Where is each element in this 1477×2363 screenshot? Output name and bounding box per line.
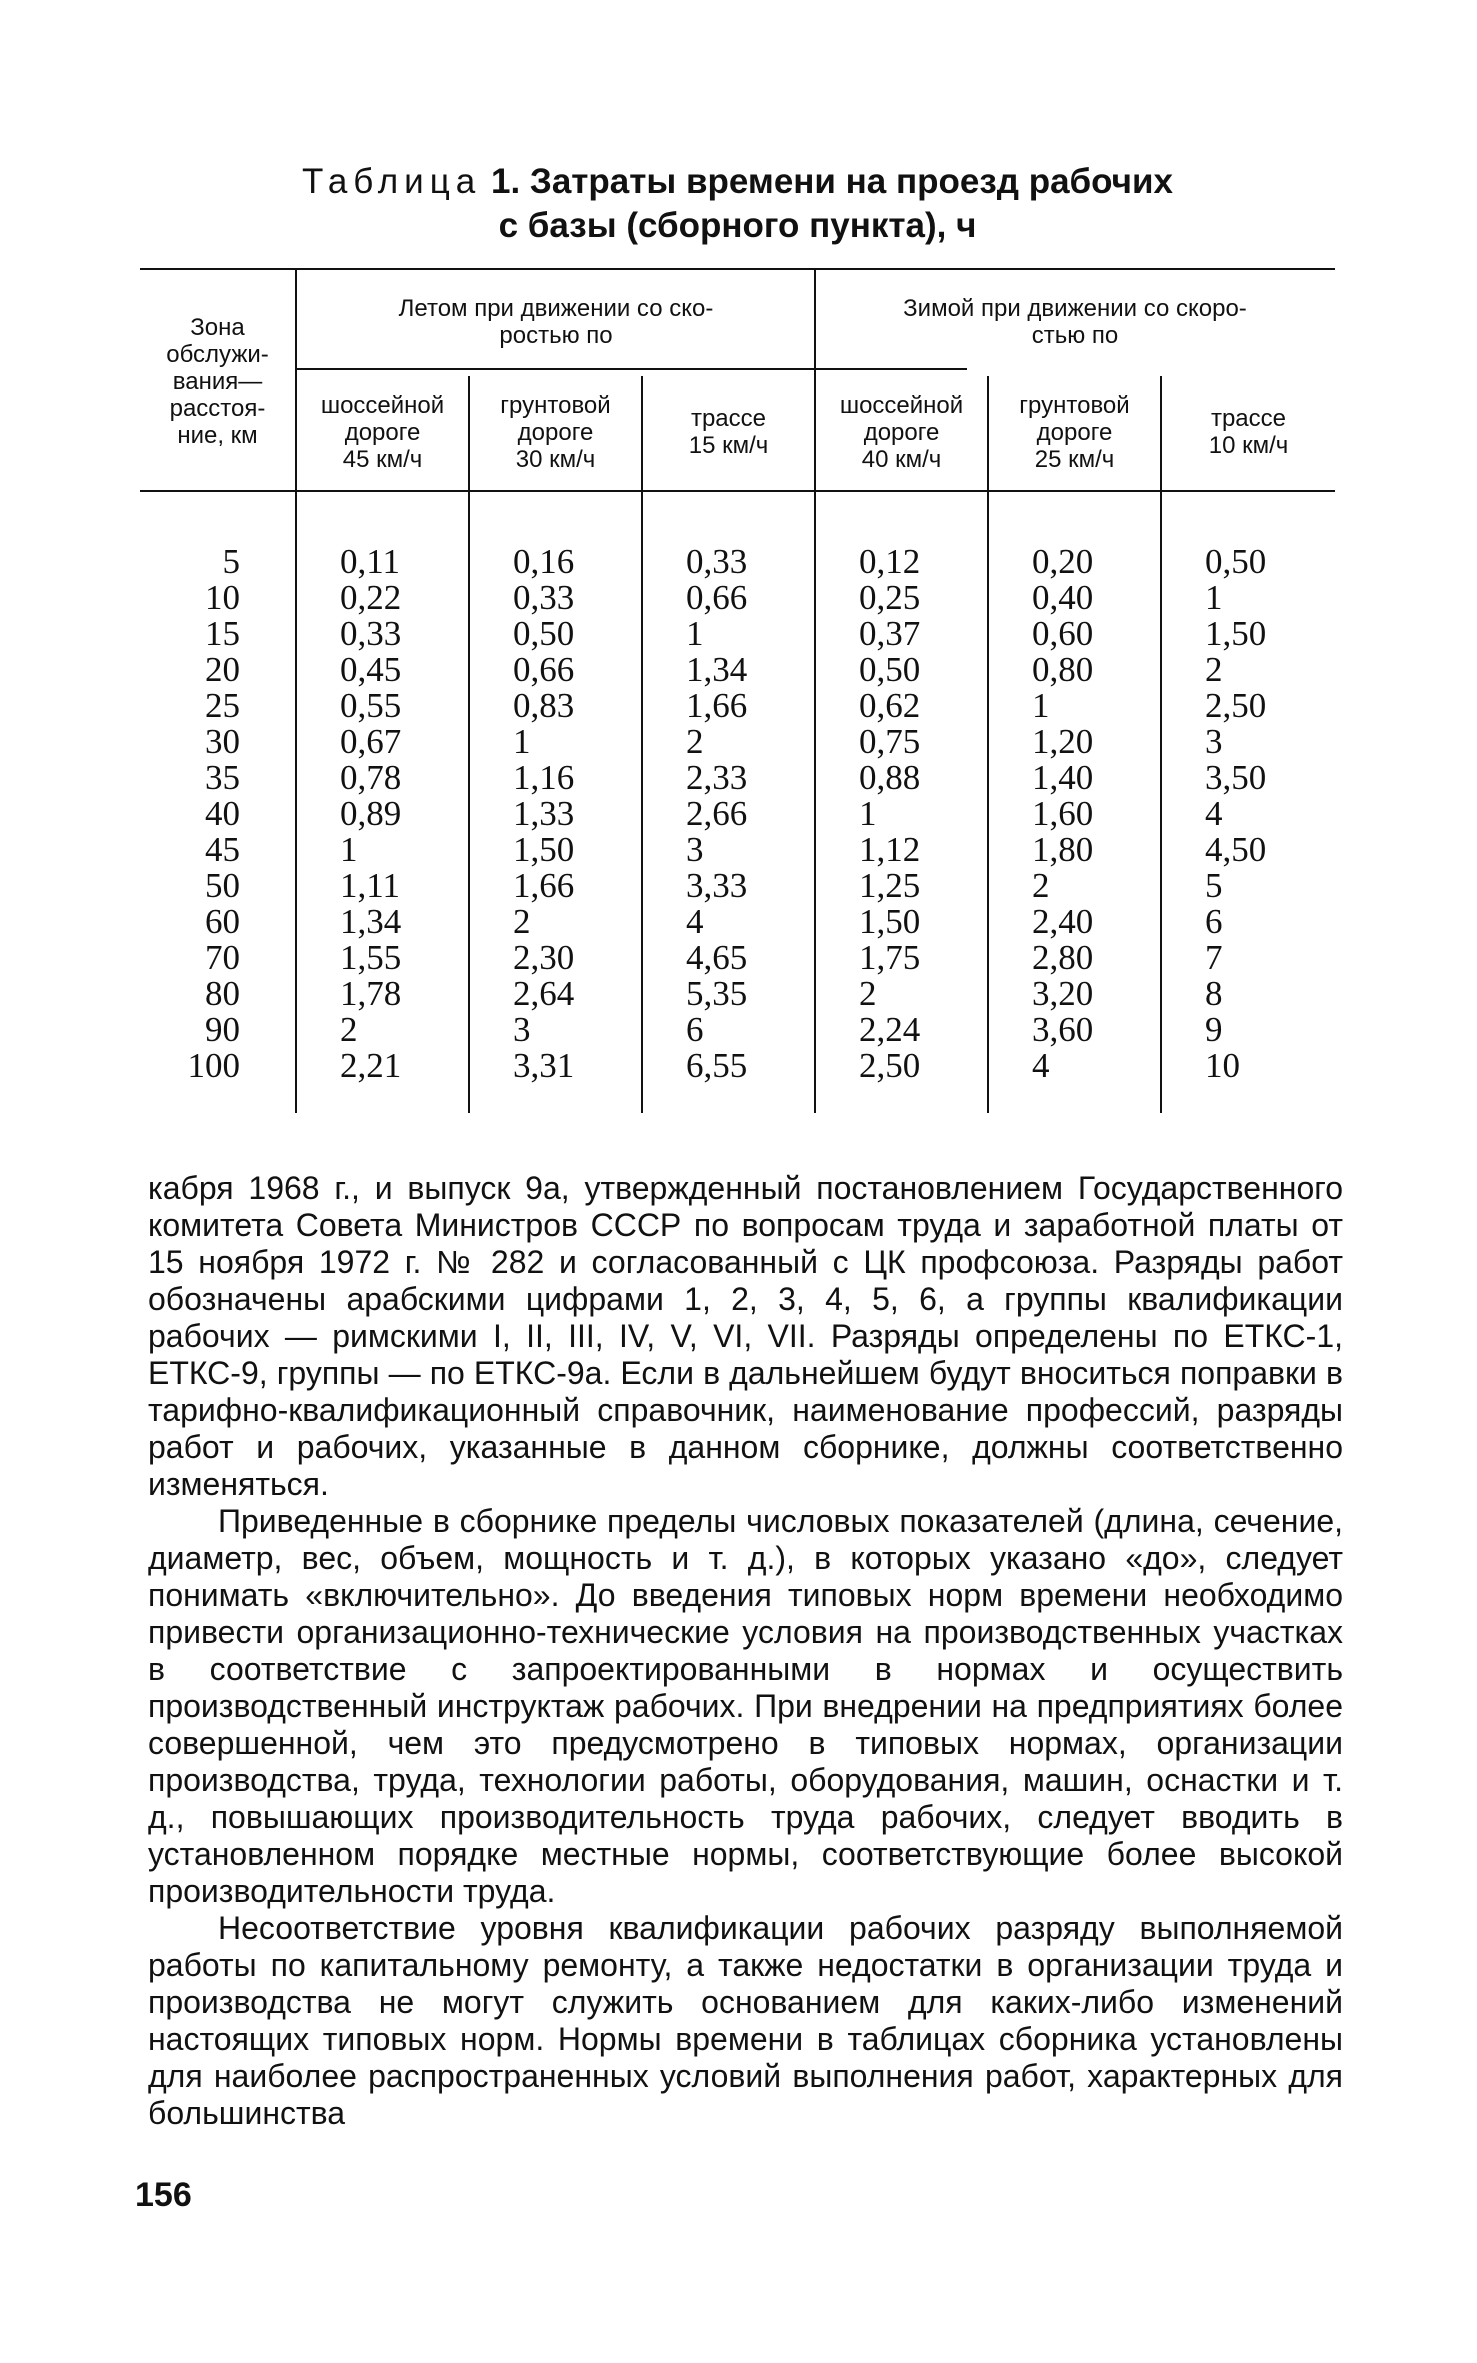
table-row <box>140 544 1335 580</box>
time-value-cell: 1,12 <box>859 830 921 869</box>
time-value-cell: 2,64 <box>513 974 575 1013</box>
time-value-cell: 4,65 <box>686 938 748 977</box>
time-value-cell: 0,83 <box>513 686 575 725</box>
time-value-cell: 1,50 <box>1205 614 1267 653</box>
time-value-cell: 1,25 <box>859 866 921 905</box>
time-value-cell: 9 <box>1205 1010 1223 1049</box>
time-value-cell: 3 <box>686 830 704 869</box>
time-value-cell: 1,20 <box>1032 722 1094 761</box>
table-row <box>140 940 1335 976</box>
time-value-cell: 4 <box>1032 1046 1050 1085</box>
table-caption <box>140 160 1335 248</box>
time-value-cell: 1 <box>686 614 704 653</box>
time-value-cell: 0,66 <box>513 650 575 689</box>
time-value-cell: 5,35 <box>686 974 748 1013</box>
caption-title: 1. Затраты времени на проезд рабочих <box>490 162 1173 201</box>
time-value-cell: 0,22 <box>340 578 402 617</box>
time-value-cell: 1 <box>1205 578 1223 617</box>
time-value-cell: 2,40 <box>1032 902 1094 941</box>
time-value-cell: 1,80 <box>1032 830 1094 869</box>
paragraph-3: Несоответствие уровня квалификации рабочих разряду выполняемой работы по капитальному ремонту, а также недостатки в организации труда и производства не могут служить основанием для каких-либо изменений настоящих типовых норм. Нормы времени в таблицах сборника установлены для наиболее распространенных условий выполнения работ, характерных для большинства <box>148 1910 1343 2131</box>
zone-distance-cell: 5 <box>222 542 240 581</box>
table-row <box>140 616 1335 652</box>
time-value-cell: 0,33 <box>686 542 748 581</box>
time-value-cell: 1,50 <box>859 902 921 941</box>
table-row <box>140 688 1335 724</box>
time-value-cell: 1,50 <box>513 830 575 869</box>
time-value-cell: 7 <box>1205 938 1223 977</box>
zone-distance-cell: 50 <box>205 866 240 905</box>
paragraph-1: кабря 1968 г., и выпуск 9а, утвержденный постановлением Государственного комитета Совета Министров СССР по вопросам труда и заработной платы от 15 ноября 1972 г. № 282 и согласованный с ЦК профсоюза. Разряды работ обозначены арабскими цифрами 1, 2, 3, 4, 5, 6, а группы квалификации рабочих — римскими I, II, III, IV, V, VI, VII. Разряды определены по ЕТКС-1, ЕТКС-9, группы — по ЕТКС-9а. Если в дальнейшем будут вноситься поправки в тарифно-квалификационный справочник, наименование профессий, разряды работ и рабочих, указанные в данном сборнике, должны соответственно изменяться. <box>148 1170 1343 1502</box>
time-value-cell: 0,66 <box>686 578 748 617</box>
time-value-cell: 2 <box>686 722 704 761</box>
table-top-rule <box>140 268 1335 270</box>
time-value-cell: 0,33 <box>513 578 575 617</box>
travel-time-table <box>140 268 1335 1118</box>
time-value-cell: 0,40 <box>1032 578 1094 617</box>
table-row <box>140 580 1335 616</box>
time-value-cell: 0,60 <box>1032 614 1094 653</box>
time-value-cell: 3,33 <box>686 866 748 905</box>
zone-distance-cell: 15 <box>205 614 240 653</box>
time-value-cell: 1,16 <box>513 758 575 797</box>
time-value-cell: 8 <box>1205 974 1223 1013</box>
caption-line-1 <box>140 160 1335 204</box>
zone-distance-cell: 60 <box>205 902 240 941</box>
zone-distance-cell: 45 <box>205 830 240 869</box>
time-value-cell: 0,78 <box>340 758 402 797</box>
time-value-cell: 2,50 <box>1205 686 1267 725</box>
time-value-cell: 0,75 <box>859 722 921 761</box>
header-winter-highway: шоссейной дороге 40 км/ч <box>839 391 964 473</box>
header-group-rule <box>297 368 967 370</box>
time-value-cell: 2 <box>513 902 531 941</box>
time-value-cell: 2,21 <box>340 1046 402 1085</box>
time-value-cell: 2,50 <box>859 1046 921 1085</box>
time-value-cell: 0,11 <box>340 542 400 581</box>
time-value-cell: 3,60 <box>1032 1010 1094 1049</box>
time-value-cell: 1,34 <box>686 650 748 689</box>
time-value-cell: 0,50 <box>859 650 921 689</box>
zone-distance-cell: 90 <box>205 1010 240 1049</box>
time-value-cell: 0,37 <box>859 614 921 653</box>
time-value-cell: 1,33 <box>513 794 575 833</box>
table-row <box>140 760 1335 796</box>
paragraph-2: Приведенные в сборнике пределы числовых показателей (длина, сечение, диаметр, вес, объем, мощность и т. д.), в которых указано «до», следует понимать «включительно». До введения типовых норм времени необходимо привести организационно-технические условия на производственных участках в соответствие с запроектированными в нормах и осуществить производственный инструктаж рабочих. При внедрении на предприятиях более совершенной, чем это предусмотрено в типовых нормах, организации производства, труда, технологии работы, оборудования, машин, оснастки и т. д., повышающих производительность труда рабочих, следует вводить в установленном порядке местные нормы, соответствующие более высокой производительности труда. <box>148 1503 1343 1909</box>
time-value-cell: 1,66 <box>686 686 748 725</box>
header-zone: Зона обслужи- вания— расстоя- ние, км <box>166 313 269 449</box>
time-value-cell: 2,80 <box>1032 938 1094 977</box>
time-value-cell: 2,30 <box>513 938 575 977</box>
time-value-cell: 1,55 <box>340 938 402 977</box>
time-value-cell: 0,89 <box>340 794 402 833</box>
page-number: 156 <box>135 2176 192 2214</box>
header-winter: Зимой при движении со скоро- стью по <box>903 295 1247 349</box>
time-value-cell: 0,80 <box>1032 650 1094 689</box>
zone-distance-cell: 25 <box>205 686 240 725</box>
time-value-cell: 2,24 <box>859 1010 921 1049</box>
time-value-cell: 0,12 <box>859 542 921 581</box>
time-value-cell: 2 <box>340 1010 358 1049</box>
table-header-rule <box>140 490 1335 492</box>
time-value-cell: 1,78 <box>340 974 402 1013</box>
time-value-cell: 1,60 <box>1032 794 1094 833</box>
time-value-cell: 0,67 <box>340 722 402 761</box>
table-row <box>140 724 1335 760</box>
zone-distance-cell: 35 <box>205 758 240 797</box>
time-value-cell: 4 <box>686 902 704 941</box>
table-row <box>140 652 1335 688</box>
table-row <box>140 796 1335 832</box>
time-value-cell: 6,55 <box>686 1046 748 1085</box>
zone-distance-cell: 30 <box>205 722 240 761</box>
time-value-cell: 3,31 <box>513 1046 575 1085</box>
time-value-cell: 0,45 <box>340 650 402 689</box>
time-value-cell: 6 <box>1205 902 1223 941</box>
header-winter-route: трассе 10 км/ч <box>1208 405 1289 459</box>
zone-distance-cell: 10 <box>205 578 240 617</box>
time-value-cell: 4,50 <box>1205 830 1267 869</box>
time-value-cell: 1 <box>1032 686 1050 725</box>
header-summer-highway: шоссейной дороге 45 км/ч <box>320 391 445 473</box>
time-value-cell: 0,50 <box>513 614 575 653</box>
time-value-cell: 1,34 <box>340 902 402 941</box>
time-value-cell: 1,11 <box>340 866 400 905</box>
time-value-cell: 0,33 <box>340 614 402 653</box>
time-value-cell: 1,40 <box>1032 758 1094 797</box>
table-row <box>140 1048 1335 1084</box>
time-value-cell: 2 <box>859 974 877 1013</box>
header-summer-route: трассе 15 км/ч <box>688 405 769 459</box>
time-value-cell: 3,20 <box>1032 974 1094 1013</box>
zone-distance-cell: 70 <box>205 938 240 977</box>
zone-distance-cell: 20 <box>205 650 240 689</box>
time-value-cell: 3 <box>513 1010 531 1049</box>
time-value-cell: 5 <box>1205 866 1223 905</box>
time-value-cell: 0,16 <box>513 542 575 581</box>
time-value-cell: 2,33 <box>686 758 748 797</box>
time-value-cell: 1,75 <box>859 938 921 977</box>
header-summer: Летом при движении со ско- ростью по <box>398 295 714 349</box>
time-value-cell: 0,55 <box>340 686 402 725</box>
time-value-cell: 3,50 <box>1205 758 1267 797</box>
time-value-cell: 1,66 <box>513 866 575 905</box>
header-winter-dirt-road: грунтовой дороге 25 км/ч <box>1019 391 1130 473</box>
table-row <box>140 976 1335 1012</box>
time-value-cell: 4 <box>1205 794 1223 833</box>
zone-distance-cell: 40 <box>205 794 240 833</box>
body-text <box>148 1170 1343 2132</box>
time-value-cell: 0,62 <box>859 686 921 725</box>
time-value-cell: 1 <box>340 830 358 869</box>
time-value-cell: 3 <box>1205 722 1223 761</box>
zone-distance-cell: 80 <box>205 974 240 1013</box>
time-value-cell: 2 <box>1032 866 1050 905</box>
table-row <box>140 832 1335 868</box>
time-value-cell: 1 <box>513 722 531 761</box>
table-row <box>140 868 1335 904</box>
table-body <box>140 544 1335 1084</box>
table-row <box>140 904 1335 940</box>
time-value-cell: 6 <box>686 1010 704 1049</box>
time-value-cell: 10 <box>1205 1046 1240 1085</box>
time-value-cell: 2 <box>1205 650 1223 689</box>
time-value-cell: 0,25 <box>859 578 921 617</box>
header-summer-dirt-road: грунтовой дороге 30 км/ч <box>500 391 611 473</box>
time-value-cell: 0,88 <box>859 758 921 797</box>
time-value-cell: 1 <box>859 794 877 833</box>
zone-distance-cell: 100 <box>187 1046 240 1085</box>
table-row <box>140 1012 1335 1048</box>
time-value-cell: 2,66 <box>686 794 748 833</box>
caption-label: Таблица <box>302 162 482 201</box>
time-value-cell: 0,50 <box>1205 542 1267 581</box>
caption-line-2: с базы (сборного пункта), ч <box>498 206 977 245</box>
time-value-cell: 0,20 <box>1032 542 1094 581</box>
